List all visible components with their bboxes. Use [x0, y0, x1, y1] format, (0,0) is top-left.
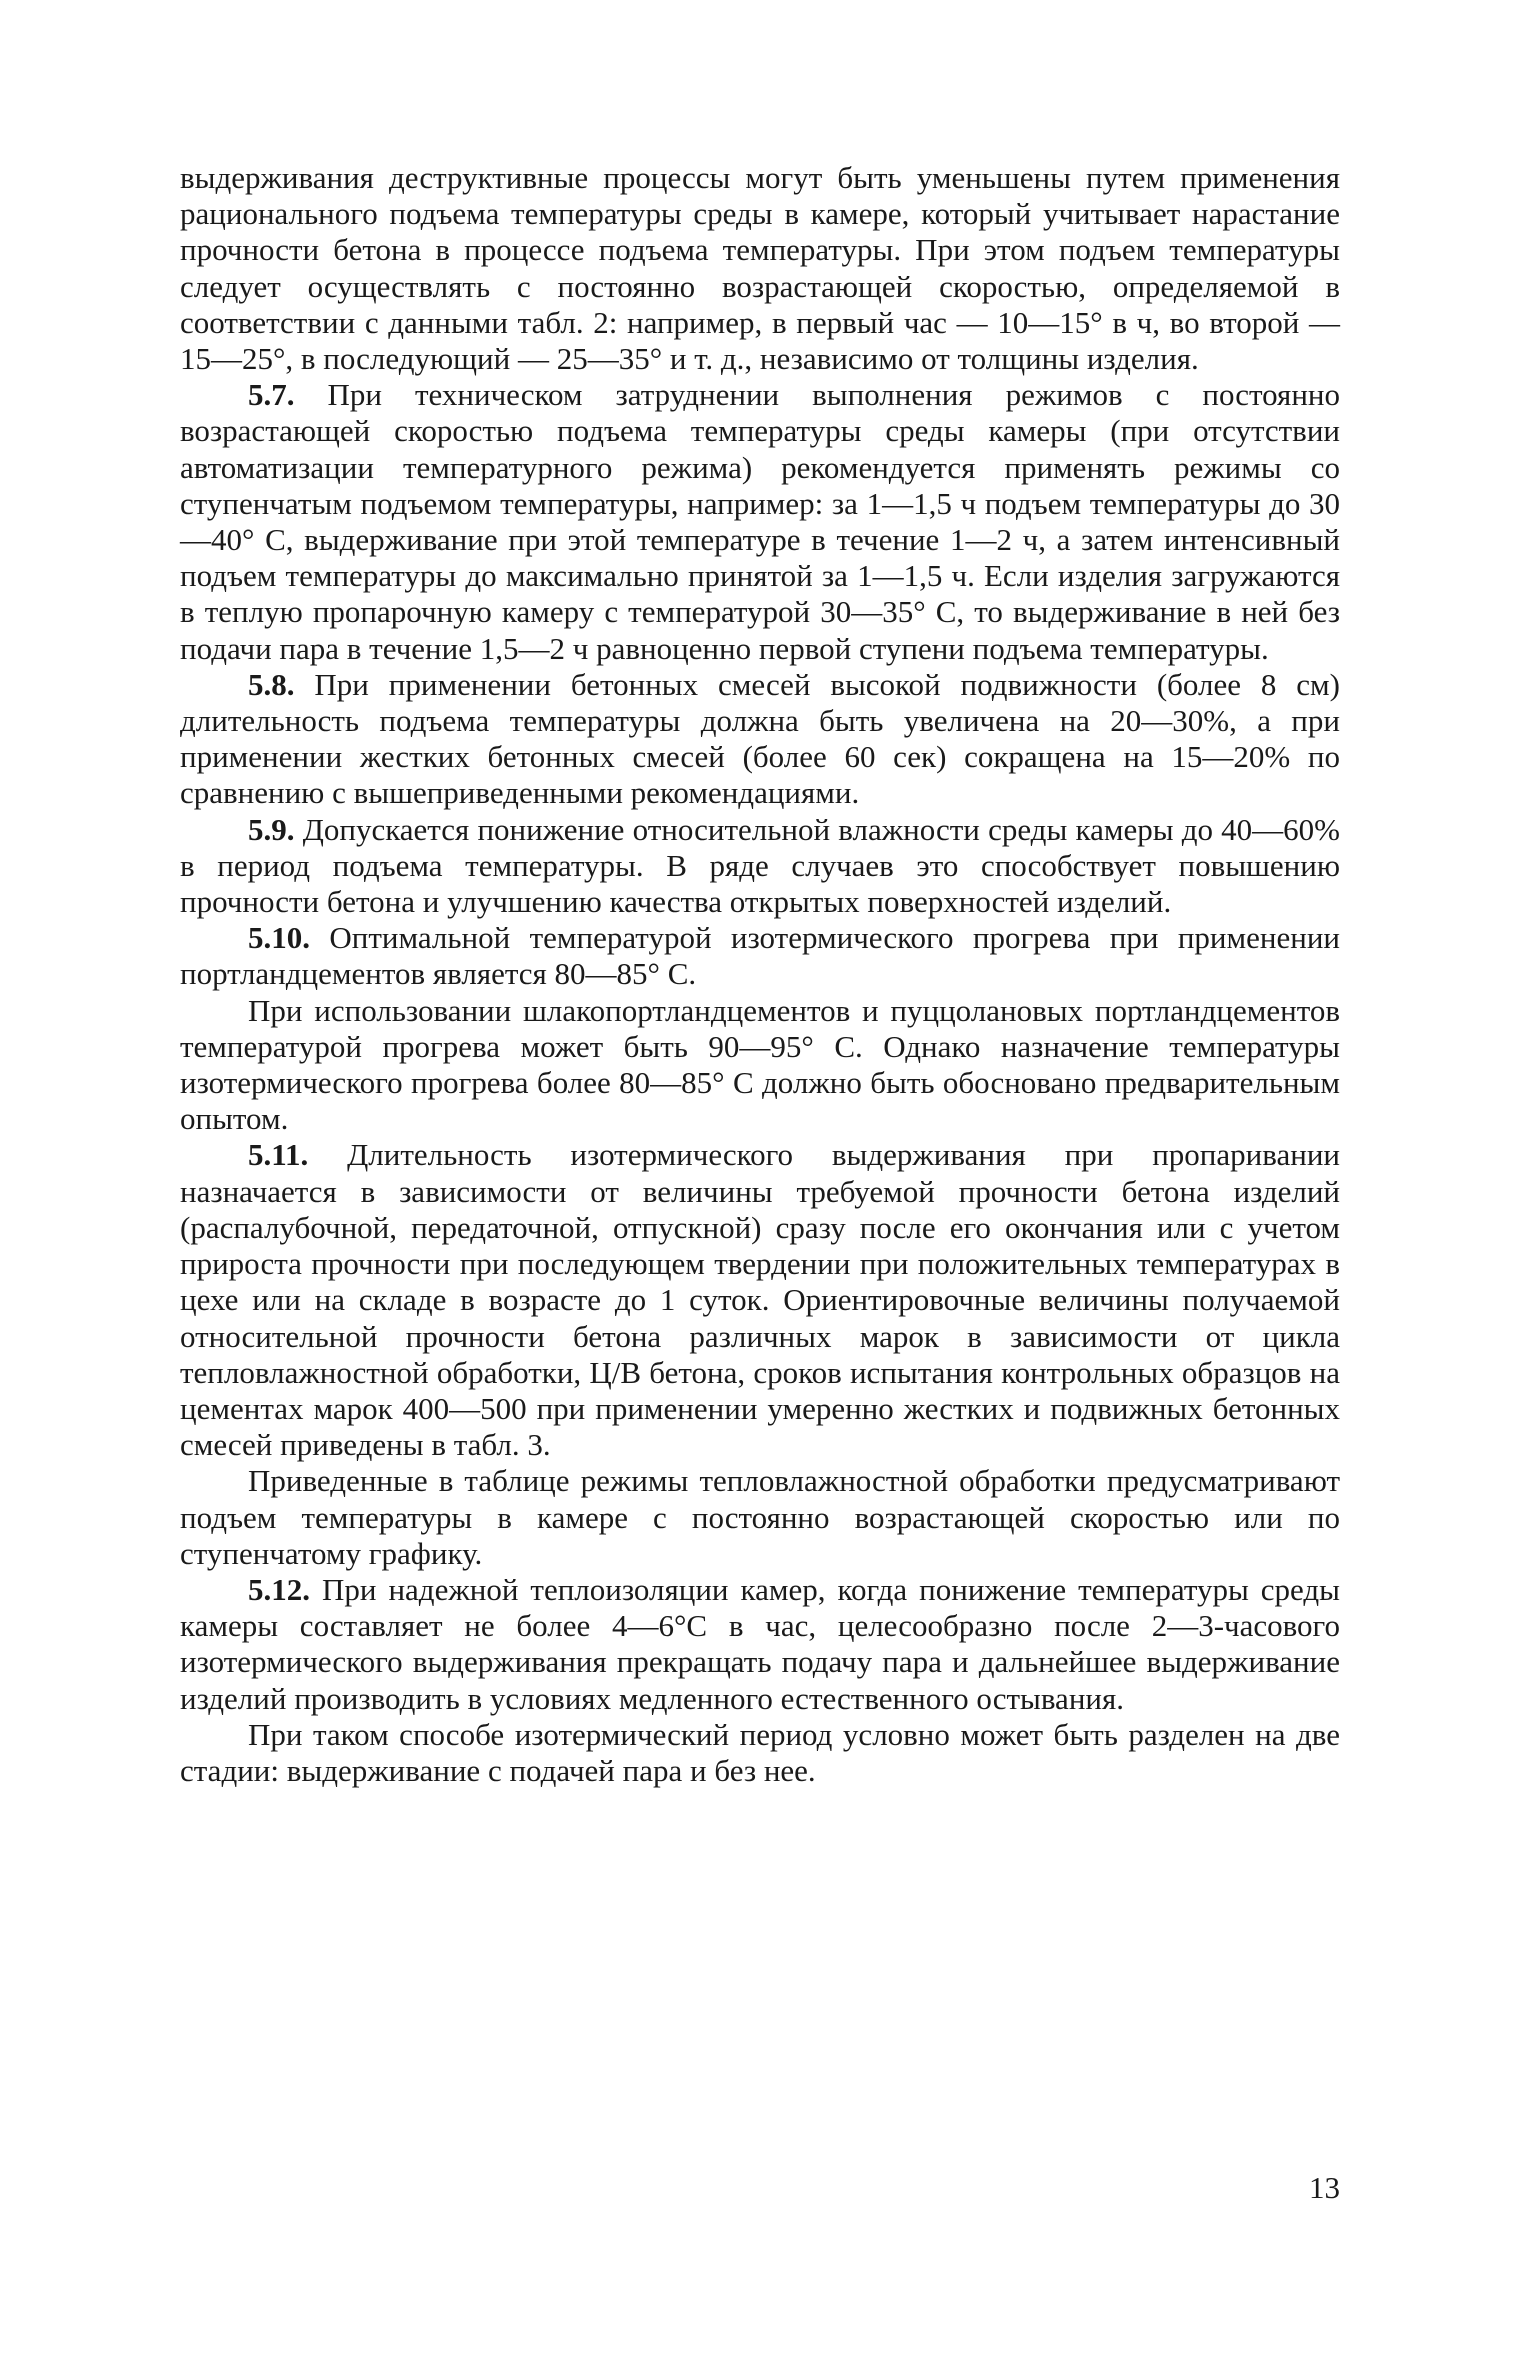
- paragraph-5-10: [180, 920, 1340, 992]
- paragraph-5-8: [180, 667, 1340, 812]
- paragraph-number: 5.8.: [248, 666, 295, 702]
- paragraph-text: выдерживания деструктивные процессы могут быть уменьшены путем применения рационального подъема температуры среды в камере, который учитывает нарастание прочности бетона в процессе подъема температуры. При этом подъем температуры следует осуществлять с постоянно возрастающей скоростью, определяемой в соответствии с данными табл. 2: например, в первый час — 10—15° в ч, во второй — 15—25°, в последующий — 25—35° и т. д., независимо от толщины изделия.: [180, 160, 1340, 377]
- paragraph-text: Длительность изотермического выдерживания при пропаривании назначается в зависимости от величины требуемой прочности бетона изделий (распалубочной, передаточной, отпускной) сразу после его окончания или с учетом прироста прочности при последующем твердении при положительных температурах в цехе или на складе в возрасте до 1 суток. Ориентировочные величины получаемой относительной прочности бетона различных марок в зависимости от цикла тепловлажностной обработки, Ц/В бетона, сроков испытания контрольных образцов на цементах марок 400—500 при применении умеренно жестких и подвижных бетонных смесей приведены в табл. 3.: [180, 1137, 1340, 1463]
- paragraph-5-12: [180, 1572, 1340, 1717]
- paragraph-number: 5.7.: [248, 377, 295, 413]
- paragraph-text: Оптимальной температурой изотермического прогрева при применении портландцементов является 80—85° С.: [180, 920, 1341, 992]
- paragraph-text: При применении бетонных смесей высокой подвижности (более 8 см) длительность подъема температуры должна быть увеличена на 20—30%, а при применении жестких бетонных смесей (более 60 сек) сокращена на 15—20% по сравнению с вышеприведенными рекомендациями.: [180, 666, 1340, 811]
- paragraph-5-7: [180, 377, 1340, 667]
- paragraph-number: 5.11.: [248, 1137, 309, 1173]
- page-body: [180, 160, 1340, 1789]
- paragraph-text: При надежной теплоизоляции камер, когда понижение температуры среды камеры составляет не более 4—6°С в час, целесообразно после 2—3-часового изотермического выдерживания прекращать подачу пара и дальнейшее выдерживание изделий производить в условиях медленного естественного остывания.: [180, 1571, 1340, 1716]
- paragraph-number: 5.9.: [248, 811, 295, 847]
- paragraph-intro: [180, 160, 1340, 377]
- paragraph-5-10-cont: [180, 993, 1340, 1138]
- paragraph-5-12-cont: [180, 1717, 1340, 1789]
- paragraph-text: При техническом затруднении выполнения режимов с постоянно возрастающей скоростью подъема температуры среды камеры (при отсутствии автоматизации температурного режима) рекомендуется применять режимы со ступенчатым подъемом температуры, например: за 1—1,5 ч подъем температуры до 30—40° С, выдерживание при этой температуре в течение 1—2 ч, а затем интенсивный подъем температуры до максимально принятой за 1—1,5 ч. Если изделия загружаются в теплую пропарочную камеру с температурой 30—35° С, то выдерживание в ней без подачи пара в течение 1,5—2 ч равноценно первой ступени подъема температуры.: [180, 377, 1340, 666]
- paragraph-5-11: [180, 1137, 1340, 1463]
- paragraph-text: Приведенные в таблице режимы тепловлажностной обработки предусматривают подъем температуры в камере с постоянно возрастающей скоростью или по ступенчатому графику.: [180, 1463, 1340, 1571]
- paragraph-number: 5.10.: [248, 920, 310, 956]
- paragraph-5-9: [180, 812, 1340, 921]
- paragraph-text: Допускается понижение относительной влажности среды камеры до 40—60% в период подъема температуры. В ряде случаев это способствует повышению прочности бетона и улучшению качества открытых поверхностей изделий.: [180, 811, 1341, 920]
- paragraph-5-11-cont: [180, 1463, 1340, 1572]
- page-number: 13: [1309, 2170, 1340, 2205]
- paragraph-text: При использовании шлакопортландцементов и пуццолановых портландцементов температурой прогрева может быть 90—95° С. Однако назначение температуры изотермического прогрева более 80—85° С должно быть обосновано предварительным опытом.: [180, 992, 1340, 1137]
- paragraph-number: 5.12.: [248, 1571, 310, 1607]
- paragraph-text: При таком способе изотермический период условно может быть разделен на две стадии: выдерживание с подачей пара и без нее.: [180, 1716, 1340, 1788]
